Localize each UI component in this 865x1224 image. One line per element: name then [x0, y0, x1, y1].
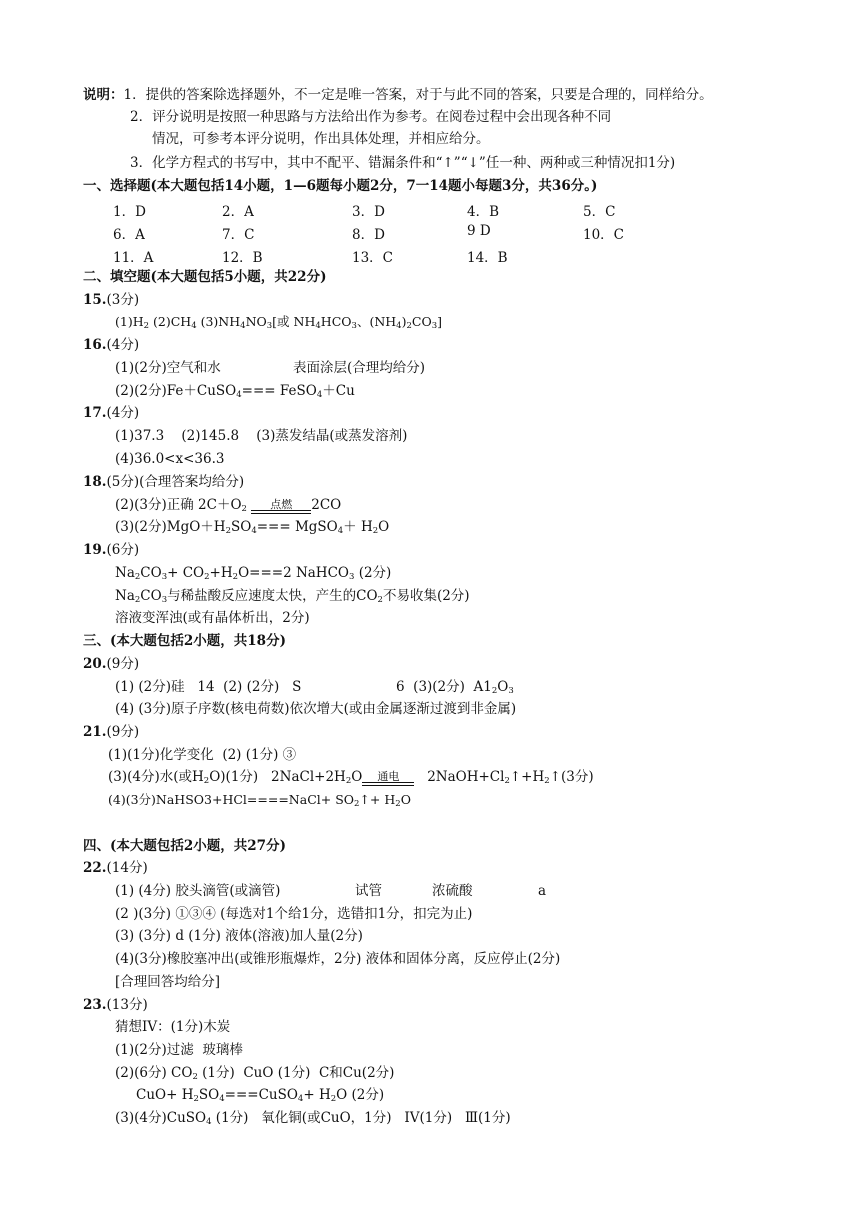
choice-answer: 12．B: [222, 250, 263, 266]
question-score: (9分): [106, 656, 140, 672]
q21-line-2: (3)(4分)水(或$H_2O)(1$分) $2NaCl+2H_2O$ 通电 $2NaOH+Cl_2↑+H_2↑(3$分): [108, 769, 594, 786]
question-score: (9分): [106, 724, 140, 740]
q23-line-4: $CuO+ H_2SO_4===CuSO_4+ H_2O$ (2分): [136, 1087, 385, 1104]
q23-line-3: (2)(6分) $CO_2$ (1分) CuO (1分) C和Cu(2分): [115, 1065, 395, 1082]
q23-line-2: (1)(2分)过滤 玻璃棒: [115, 1042, 243, 1058]
question-number: 15.: [83, 292, 107, 308]
q23-line-5: (3)(4分)CuSO$_4$ (1分) 氧化铜(或CuO，1分) IV(1分) Ⅲ(1分): [115, 1110, 511, 1127]
q22-line-1c: 浓硫酸: [432, 883, 473, 899]
q22-line-1d: a: [538, 883, 547, 899]
note-2: 2．评分说明是按照一种思路与方法给出作为参考。在阅卷过程中会出现各种不同: [130, 109, 612, 125]
q18-header: [83, 473, 244, 491]
q22-line-3: (3) (3分) d (1分) 液体(溶液)加人量(2分): [115, 928, 363, 944]
question-number: 22.: [83, 860, 107, 876]
q23-header: [83, 996, 148, 1014]
q19-line-1: $Na_2CO_3+ CO_2+H_2O===2$ NaHCO$_3$ (2分): [115, 565, 392, 582]
note-label: 说明：: [83, 87, 124, 103]
q16-header: [83, 336, 139, 354]
question-number: 18.: [83, 474, 107, 490]
question-number: 21.: [83, 724, 107, 740]
section-3-title: 三、(本大题包括2小题，共18分): [83, 633, 286, 649]
section-2-title: 二、填空题(本大题包括5小题，共22分): [83, 269, 327, 285]
q17-header: [83, 404, 139, 422]
choice-answer: 14．B: [467, 250, 508, 266]
question-score: (4分): [106, 405, 140, 421]
q18-line-1: (2)(3分)正确 $2C+O_2$ 点燃 2CO: [115, 497, 342, 514]
question-score: (6分): [106, 542, 140, 558]
section-4-title: 四、(本大题包括2小题，共27分): [83, 838, 286, 854]
choice-answer: 3．D: [352, 204, 385, 220]
question-score: (5分)(合理答案均给分): [106, 474, 245, 490]
q16-line-1: (1)(2分)空气和水: [115, 360, 221, 376]
q19-line-2: $Na_2CO_3$与稀盐酸反应速度太快，产生的$CO_2$不易收集(2分): [115, 588, 470, 605]
q20-line-1b: 6 (3)(2分) $A1_2O_3$: [396, 679, 514, 696]
question-number: 19.: [83, 542, 107, 558]
q19-header: [83, 541, 139, 559]
q21-line-1: (1)(1分)化学变化 (2) (1分) ③: [108, 747, 297, 763]
choice-answer: 9 D: [467, 223, 491, 239]
choice-answer: 6．A: [113, 227, 145, 243]
q17-line-2: (4)36.0<x<36.3: [115, 451, 225, 467]
choice-answer: 1．D: [113, 204, 146, 220]
reaction-condition: 通电: [362, 771, 414, 786]
q22-line-5: [合理回答均给分]: [115, 974, 221, 990]
q16-line-1b: 表面涂层(合理均给分): [293, 360, 426, 376]
q22-header: [83, 859, 148, 877]
q22-line-4: (4)(3分)橡胶塞冲出(或锥形瓶爆炸，2分) 液体和固体分离，反应停止(2分): [115, 951, 561, 967]
q17-line-1: (1)37.3 (2)145.8 (3)蒸发结晶(或蒸发溶剂): [115, 428, 408, 444]
question-number: 17.: [83, 405, 107, 421]
choice-answer: 13．C: [352, 250, 394, 266]
q20-header: [83, 655, 139, 673]
reaction-condition: 点燃: [251, 499, 311, 514]
q16-line-2: (2)(2分)Fe＋CuSO$_4$=== FeSO$_4$＋Cu: [115, 383, 355, 400]
question-score: (14分): [106, 860, 148, 876]
choice-answer: 11．A: [113, 250, 154, 266]
q23-line-1: 猜想IV：(1分)木炭: [115, 1019, 231, 1035]
q21-line-3: (4)(3分)NaHSO3+HCl====NaCl+ $SO_2↑+ H_2O$: [108, 792, 411, 809]
q22-line-2: (2 )(3分) ①③④ (每选对1个给1分，选错扣1分，扣完为止): [115, 906, 473, 922]
question-number: 20.: [83, 656, 107, 672]
question-score: (4分): [106, 337, 140, 353]
q15-header: [83, 291, 139, 309]
section-1-title: 一、选择题(本大题包括14小题，1—6题每小题2分，7一14题小每题3分，共36分。): [83, 178, 598, 194]
question-score: (13分): [106, 997, 148, 1013]
note-3: 3．化学方程式的书写中，其中不配平、错漏条件和“↑”“↓”任一种、两种或三种情况扣1分): [130, 155, 676, 171]
q20-line-1: (1) (2分)硅 14 (2) (2分) S: [115, 679, 302, 695]
q20-line-2: (4) (3分)原子序数(核电荷数)依次增大(或由金属逐渐过渡到非金属): [115, 701, 517, 717]
question-score: (3分): [106, 292, 140, 308]
choice-answer: 10．C: [583, 227, 625, 243]
q22-line-1a: (1) (4分) 胶头滴管(或滴管): [115, 883, 281, 899]
q19-line-3: 溶液变浑浊(或有晶体析出，2分): [115, 610, 310, 626]
note-1-text: 1．提供的答案除选择题外，不一定是唯一答案，对于与此不同的答案，只要是合理的，同样给分。: [123, 87, 713, 103]
q18-line-2: (3)(2分)$MgO+H_2SO_4===$ MgSO$_4$＋ $H_2O$: [115, 519, 390, 536]
question-number: 23.: [83, 997, 107, 1013]
choice-answer: 4．B: [467, 204, 500, 220]
q21-header: [83, 723, 139, 741]
choice-answer: 7．C: [222, 227, 255, 243]
question-number: 16.: [83, 337, 107, 353]
choice-answer: 2．A: [222, 204, 254, 220]
choice-answer: 5．C: [583, 204, 616, 220]
note-1: [83, 86, 713, 104]
q15-answer: $(1)H_2$ $(2)CH_4$ $(3)NH_4NO_3$[或 $NH_4HCO_3$、$(NH_4)_2CO_3$]: [115, 314, 443, 331]
choice-answer: 8．D: [352, 227, 385, 243]
note-2-cont: 情况，可参考本评分说明，作出具体处理，并相应给分。: [152, 131, 490, 147]
q22-line-1b: 试管: [355, 883, 382, 899]
